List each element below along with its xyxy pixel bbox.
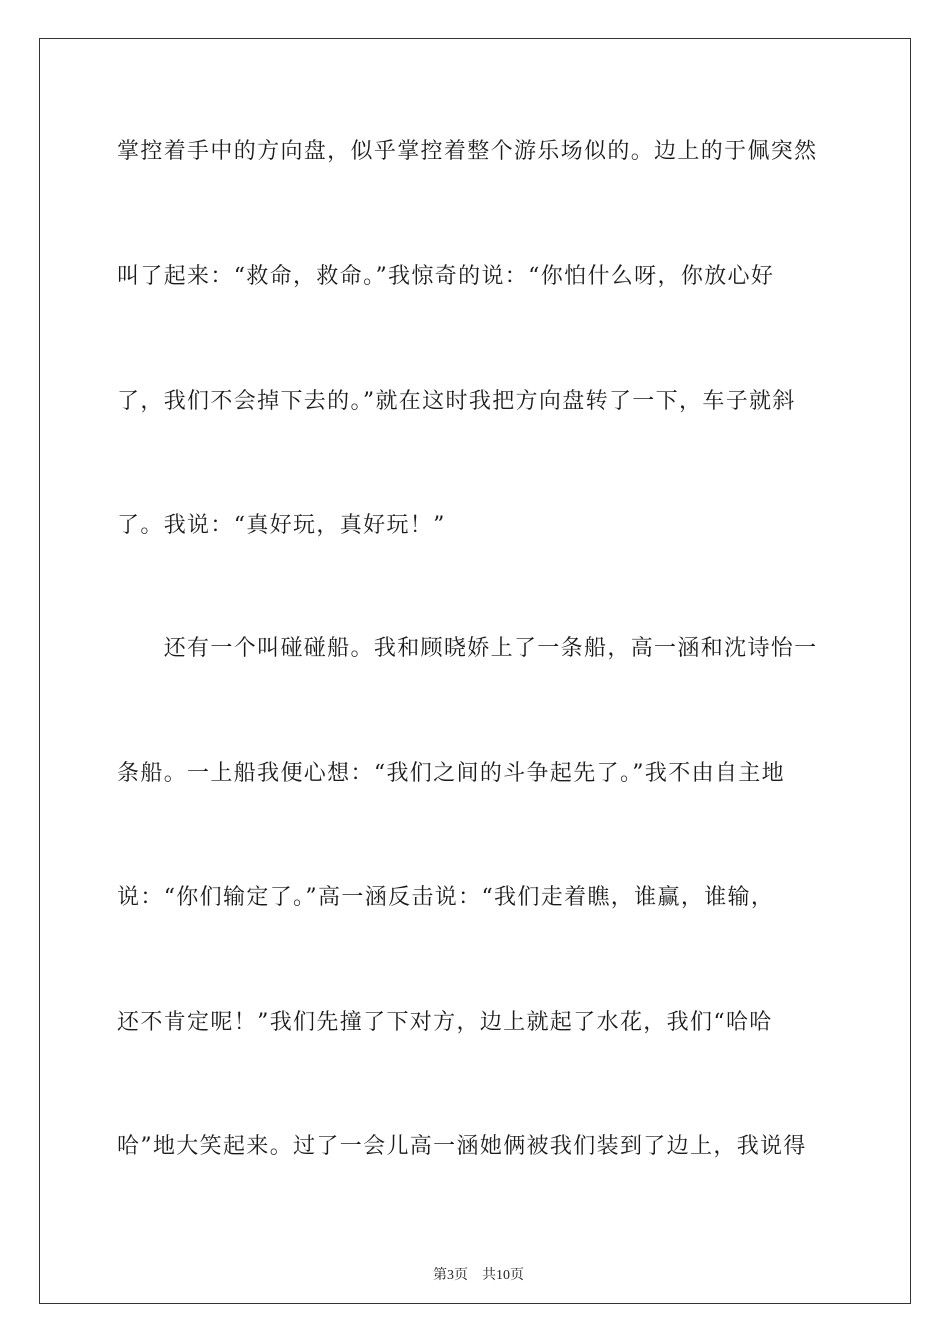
text-line-4: 了。我说：“真好玩，真好玩！” <box>117 513 446 538</box>
page-number: 第3页 <box>433 1268 468 1283</box>
text-line-7: 说：“你们输定了。”高一涵反击说：“我们走着瞧，谁赢，谁输， <box>117 885 775 910</box>
text-line-3: 了，我们不会掉下去的。”就在这时我把方向盘转了一下，车子就斜 <box>117 389 796 414</box>
text-line-2: 叫了起来：“救命，救命。”我惊奇的说：“你怕什么呀，你放心好 <box>117 264 775 289</box>
text-line-1: 掌控着手中的方向盘，似乎掌控着整个游乐场似的。边上的于佩突然 <box>117 139 818 164</box>
page-total: 共10页 <box>482 1268 524 1283</box>
text-line-6: 条船。一上船我便心想：“我们之间的斗争起先了。”我不由自主地 <box>117 761 785 786</box>
text-line-5: 还有一个叫碰碰船。我和顾晓娇上了一条船，高一涵和沈诗怡一 <box>117 636 818 661</box>
page-frame <box>39 38 911 1304</box>
text-line-8: 还不肯定呢！”我们先撞了下对方，边上就起了水花，我们“哈哈 <box>117 1010 773 1035</box>
text-line-9: 哈”地大笑起来。过了一会儿高一涵她俩被我们装到了边上，我说得 <box>117 1134 807 1159</box>
page-footer <box>0 1248 950 1284</box>
